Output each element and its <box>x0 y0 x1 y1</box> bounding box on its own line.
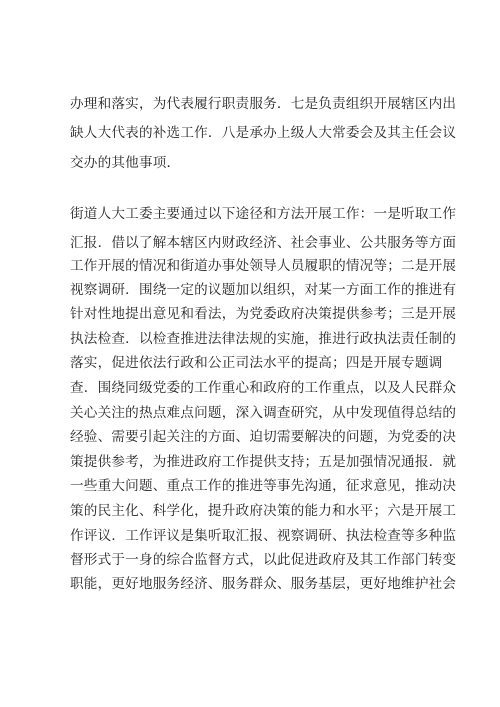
paragraph-1-line-2: 缺人大代表的补选工作．八是承办上级人大常委会及其主任会议 <box>70 125 457 141</box>
paragraph-2-line-6: 执法检查．以检查推进法律法规的实施，推进行政执法责任制的 <box>70 331 457 347</box>
paragraph-2-line-8: 查．围绕同级党委的工作重心和政府的工作重点，以及人民群众 <box>70 380 457 396</box>
paragraph-2-line-4: 视察调研．围绕一定的议题加以组织，对某一方面工作的推进有 <box>70 282 457 298</box>
paragraph-2-line-9: 关心关注的热点难点问题，深入调查研究，从中发现值得总结的 <box>70 405 457 421</box>
paragraph-2-line-2: 汇报．借以了解本辖区内财政经济、社会事业、公共服务等方面 <box>70 235 457 251</box>
paragraph-1-line-3: 交办的其他事项． <box>70 155 181 171</box>
paragraph-2-line-12: 一些重大问题、重点工作的推进等事先沟通，征求意见，推动决 <box>70 478 457 494</box>
paragraph-2-line-11: 策提供参考，为推进政府工作提供支持；五是加强情况通报．就 <box>70 454 457 470</box>
paragraph-2-line-14: 作评议．工作评议是集听取汇报、视察调研、执法检查等多种监 <box>70 528 457 544</box>
paragraph-2-line-16: 职能，更好地服务经济、服务群众、服务基层，更好地维护社会 <box>70 576 457 592</box>
paragraph-2-line-15: 督形式于一身的综合监督方式，以此促进政府及其工作部门转变 <box>70 552 457 568</box>
paragraph-2-line-1: 街道人大工委主要通过以下途径和方法开展工作：一是听取工作 <box>70 206 457 222</box>
paragraph-2-line-10: 经验、需要引起关注的方面、迫切需要解决的问题，为党委的决 <box>70 429 457 445</box>
paragraph-2-line-3: 工作开展的情况和街道办事处领导人员履职的情况等；二是开展 <box>70 258 457 274</box>
paragraph-2-line-7: 落实，促进依法行政和公正司法水平的提高；四是开展专题调 <box>70 355 443 371</box>
paragraph-2-line-13: 策的民主化、科学化，提升政府决策的能力和水平；六是开展工 <box>70 503 457 519</box>
paragraph-2-line-5: 针对性地提出意见和看法，为党委政府决策提供参考；三是开展 <box>70 306 457 322</box>
paragraph-1-line-1: 办理和落实，为代表履行职责服务．七是负责组织开展辖区内出 <box>70 96 457 112</box>
